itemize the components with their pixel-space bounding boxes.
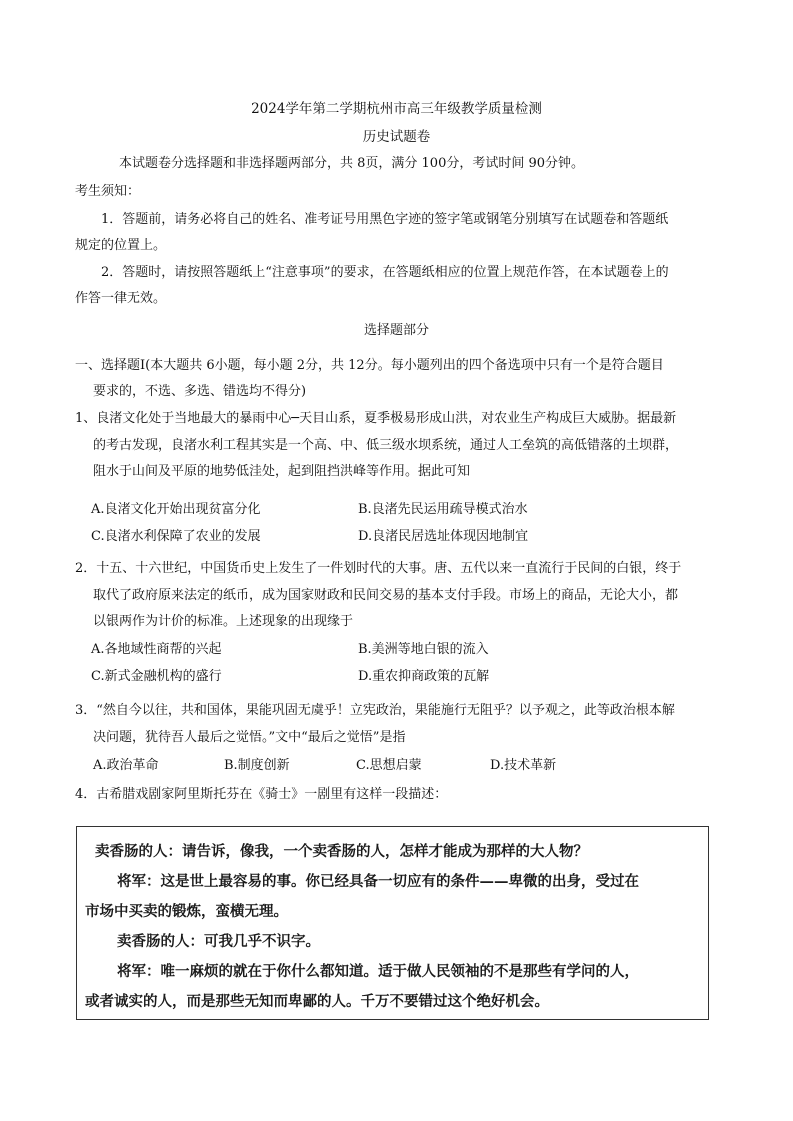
q3-option-a[interactable]: A.政治革命: [93, 758, 159, 773]
q1-line-1: 1、良渚文化处于当地最大的暴雨中心─天目山系，夏季极易形成山洪，对农业生产构成巨大威胁。据最新: [75, 411, 677, 426]
q2-option-c[interactable]: C.新式金融机构的盛行: [91, 669, 222, 684]
q3-option-c[interactable]: C.思想启蒙: [356, 758, 422, 773]
q1-option-a[interactable]: A.良渚文化开始出现贫富分化: [91, 502, 261, 517]
q2-line-2: 取代了政府原来法定的纸币，成为国家财政和民间交易的基本支付手段。市场上的商品，无论大小，都: [93, 588, 679, 603]
section-instruction-line-2: 要求的，不选、多选、错选均不得分): [93, 384, 307, 399]
q3-option-d[interactable]: D.技术革新: [490, 758, 557, 773]
q1-option-d[interactable]: D.良渚民居选址体现因地制宜: [358, 529, 529, 544]
q3-line-1: 3．“然自今以往，共和国体，果能巩固无虞乎！立宪政治，果能施行无阻乎？以予观之，此等政治根本解: [75, 703, 675, 718]
q1-line-2: 的考古发现，良渚水利工程其实是一个高、中、低三级水坝系统，通过人工垒筑的高低错落的土坝群，: [93, 438, 679, 453]
q1-option-c[interactable]: C.良渚水利保障了农业的发展: [91, 529, 261, 544]
q2-option-a[interactable]: A.各地域性商帮的兴起: [91, 642, 222, 657]
passage-line-3: 市场中买卖的锻炼，蛮横无理。: [85, 903, 288, 920]
q3-line-2: 决问题，犹待吾人最后之觉悟。”文中“最后之觉悟”是指: [93, 730, 406, 745]
q4-passage-box: [76, 826, 709, 1020]
notice-item-2-line-1: 2．答题时，请按照答题纸上“注意事项”的要求，在答题纸相应的位置上规范作答，在本试题卷上的: [101, 265, 669, 280]
q3-option-b[interactable]: B.制度创新: [224, 758, 290, 773]
exam-intro: 本试题卷分选择题和非选择题两部分，共 8页，满分 100分，考试时间 90分钟。: [119, 156, 585, 171]
passage-line-5: 将军：唯一麻烦的就在于你什么都知道。适于做人民领袖的不是那些有学问的人，: [117, 963, 639, 980]
passage-line-2: 将军：这是世上最容易的事。你已经具备一切应有的条件——卑微的出身，受过在: [117, 873, 639, 890]
q1-option-b[interactable]: B.良渚先民运用疏导模式治水: [358, 502, 528, 517]
q2-option-b[interactable]: B.美洲等地白银的流入: [358, 642, 489, 657]
section-title: 选择题部分: [363, 323, 429, 338]
q2-line-1: 2．十五、十六世纪，中国货币史上发生了一件划时代的大事。唐、五代以来一直流行于民间的白银，终于: [75, 561, 682, 576]
section-instruction-line-1: 一、选择题Ⅰ(本大题共 6小题，每小题 2分，共 12分。每小题列出的四个备选项中只有一个是符合题目: [75, 358, 664, 373]
exam-title: 2024学年第二学期杭州市高三年级教学质量检测: [251, 101, 542, 117]
notice-item-1-line-1: 1．答题前，请务必将自己的姓名、准考证号用黑色字迹的签字笔或钢笔分别填写在试题卷和答题纸: [101, 212, 669, 227]
notice-heading: 考生须知：: [75, 184, 141, 199]
q4-line-1: 4．古希腊戏剧家阿里斯托芬在《骑士》一剧里有这样一段描述：: [75, 787, 448, 802]
passage-line-4: 卖香肠的人：可我几乎不识字。: [117, 933, 320, 950]
passage-line-6: 或者诚实的人，而是那些无知而卑鄙的人。千万不要错过这个绝好机会。: [85, 993, 549, 1010]
q1-line-3: 阻水于山间及平原的地势低洼处，起到阻挡洪峰等作用。据此可知: [93, 464, 471, 479]
q2-line-3: 以银两作为计价的标准。上述现象的出现缘于: [93, 614, 354, 629]
notice-item-2-line-2: 作答一律无效。: [75, 291, 167, 306]
passage-line-1: 卖香肠的人：请告诉，像我，一个卖香肠的人，怎样才能成为那样的大人物？: [95, 843, 588, 860]
q2-option-d[interactable]: D.重农抑商政策的瓦解: [358, 669, 490, 684]
notice-item-1-line-2: 规定的位置上。: [75, 238, 167, 253]
exam-subtitle: 历史试题卷: [362, 129, 431, 145]
